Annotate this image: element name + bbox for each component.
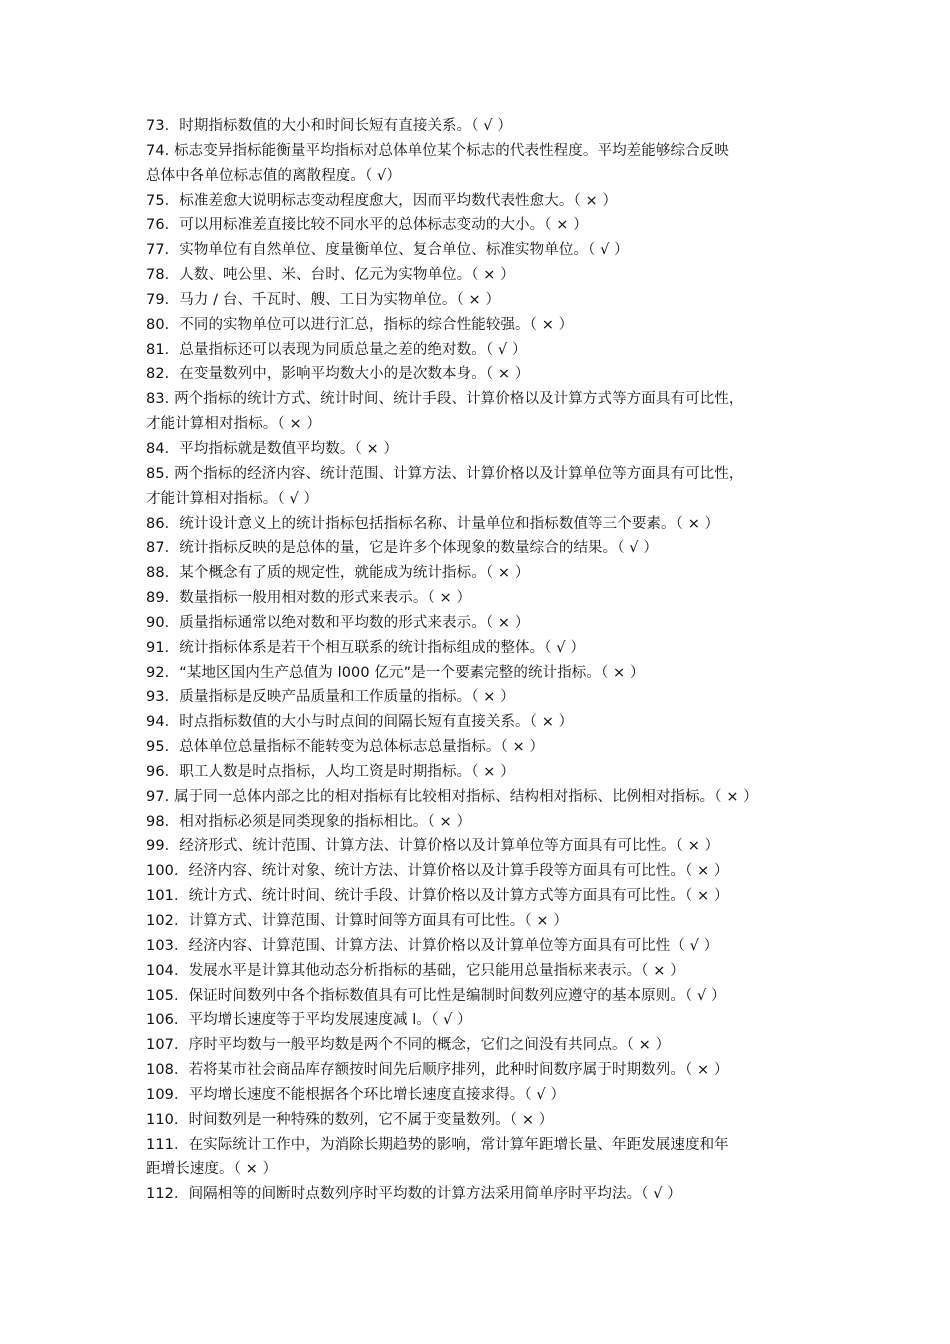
- text-line: 才能计算相对指标。（ × ）: [146, 416, 322, 433]
- text-line: 80．不同的实物单位可以进行汇总，指标的综合性能较强。（ × ）: [146, 316, 574, 333]
- text-line: 76．可以用标准差直接比较不同水平的总体标志变动的大小。（ × ）: [146, 217, 588, 234]
- text-line: 94．时点指标数值的大小与时点间的间隔长短有直接关系。（ × ）: [146, 714, 574, 731]
- text-line: 111．在实际统计工作中，为消除长期趋势的影响，常计算年距增长量、年距发展速度和年: [146, 1136, 729, 1153]
- text-line: 101．统计方式、统计时间、统计手段、计算价格以及计算方式等方面具有可比性。（ × ）: [146, 888, 729, 905]
- text-line: 90．质量指标通常以绝对数和平均数的形式来表示。（ × ）: [146, 614, 530, 631]
- text-line: 97. 属于同一总体内部之比的相对指标有比较相对指标、结构相对指标、比例相对指标。（ × ）: [146, 788, 758, 805]
- text-line: 96．职工人数是时点指标，人均工资是时期指标。（ × ）: [146, 763, 515, 780]
- text-line: 108．若将某市社会商品库存额按时间先后顺序排列，此种时间数序属于时期数列。（ × ）: [146, 1062, 729, 1079]
- text-line: 103．经济内容、计算范围、计算方法、计算价格以及计算单位等方面具有可比性（ √ ）: [146, 937, 719, 954]
- text-line: 99．经济形式、统计范围、计算方法、计算价格以及计算单位等方面具有可比性。（ × ）: [146, 838, 720, 855]
- text-line: 距增长速度。（ × ）: [146, 1161, 278, 1178]
- text-line: 89．数量指标一般用相对数的形式来表示。（ × ）: [146, 590, 472, 607]
- text-line: 88．某个概念有了质的规定性，就能成为统计指标。（ × ）: [146, 565, 530, 582]
- text-line: 78．人数、吨公里、米、台时、亿元为实物单位。（ × ）: [146, 267, 515, 284]
- text-line: 75．标准差愈大说明标志变动程度愈大，因而平均数代表性愈大。（ × ）: [146, 192, 618, 209]
- text-line: 83. 两个指标的统计方式、统计时间、统计手段、计算价格以及计算方式等方面具有可比性，: [146, 391, 744, 408]
- text-line: 98．相对指标必须是同类现象的指标相比。（ × ）: [146, 813, 472, 830]
- text-line: 109．平均增长速度不能根据各个环比增长速度直接求得。（ √ ）: [146, 1086, 566, 1103]
- text-line: 87．统计指标反映的是总体的量，它是许多个体现象的数量综合的结果。（ √ ）: [146, 540, 658, 557]
- text-line: 106．平均增长速度等于平均发展速度减 l。（ √ ）: [146, 1012, 472, 1029]
- text-line: 79．马力 / 台、千瓦时、艘、工日为实物单位。（ × ）: [146, 291, 501, 308]
- text-line: 105．保证时间数列中各个指标数值具有可比性是编制时间数列应遵守的基本原则。（ √ ）: [146, 987, 726, 1004]
- text-line: 95．总体单位总量指标不能转变为总体标志总量指标。（ × ）: [146, 739, 545, 756]
- text-line: 104．发展水平是计算其他动态分析指标的基础，它只能用总量指标来表示。（ × ）: [146, 962, 685, 979]
- text-line: 93．质量指标是反映产品质量和工作质量的指标。（ × ）: [146, 689, 515, 706]
- text-line: 102．计算方式、计算范围、计算时间等方面具有可比性。（ × ）: [146, 913, 568, 929]
- text-line: 107．序时平均数与一般平均数是两个不同的概念，它们之间没有共同点。（ × ）: [146, 1037, 671, 1054]
- text-line: 84．平均指标就是数值平均数。（ × ）: [146, 440, 399, 457]
- text-line: 73．时期指标数值的大小和时间长短有直接关系。（ √ ）: [146, 118, 512, 134]
- text-line: 77．实物单位有自然单位、度量衡单位、复合单位、标准实物单位。（ √ ）: [146, 242, 629, 259]
- text-line: 86．统计设计意义上的统计指标包括指标名称、计量单位和指标数值等三个要素。（ × ）: [146, 515, 720, 532]
- text-line: 总体中各单位标志值的离散程度。（ √）: [146, 167, 401, 184]
- question-list: [146, 114, 826, 1207]
- text-line: 91．统计指标体系是若干个相互联系的统计指标组成的整体。（ √ ）: [146, 639, 585, 656]
- text-line: 100．经济内容、统计对象、统计方法、计算价格以及计算手段等方面具有可比性。（ × ）: [146, 863, 729, 880]
- text-line: 82．在变量数列中，影响平均数大小的是次数本身。（ × ）: [146, 366, 530, 383]
- text-line: 110．时间数列是一种特殊的数列，它不属于变量数列。（ × ）: [146, 1111, 554, 1128]
- text-line: 85. 两个指标的经济内容、统计范围、计算方法、计算价格以及计算单位等方面具有可比性，: [146, 465, 744, 482]
- text-line: 112．间隔相等的间断时点数列序时平均数的计算方法采用简单序时平均法。（ √ ）: [146, 1186, 682, 1203]
- text-line: 74. 标志变异指标能衡量平均指标对总体单位某个标志的代表性程度。平均差能够综合反映: [146, 142, 729, 159]
- text-line: 92．“某地区国内生产总值为 l000 亿元”是一个要素完整的统计指标。（ × ）: [146, 664, 645, 681]
- text-line: 才能计算相对指标。（ √ ）: [146, 490, 319, 507]
- text-line: 81．总量指标还可以表现为同质总量之差的绝对数。（ √ ）: [146, 341, 527, 358]
